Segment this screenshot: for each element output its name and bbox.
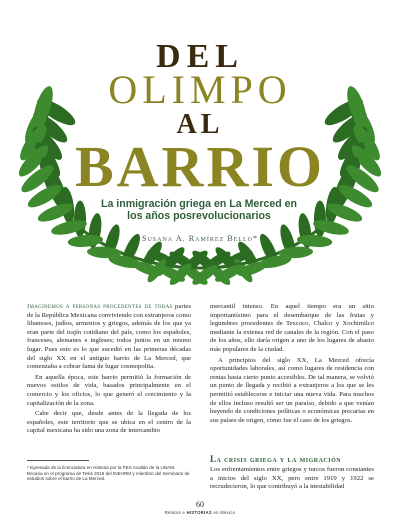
- paragraph-1: Imaginemos a personas procedentes de todas partes de la República Mexicana conviviendo con extranjeros como libaneses, judíos, armenios y griegos, además de los que ya eran parte del trajín cotidiano del país, como los españoles, franceses, alemanes e ingleses; todos juntos en un mismo lugar. Pues esto es lo que sucedió en las primeras décadas del siglo XX en el antiguo barrio de La Merced, que comenzaba a cobrar fama de lugar cosmopolita.: [27, 303, 192, 371]
- title-word-del: DEL: [156, 38, 244, 75]
- section-paragraph: Los enfrentamientos entre griegos y turcos fueron constantes a inicios del siglo XX, pero entre 1919 y 1922 se recrudecieron, lo que contribuyó a la inestabilidad: [210, 466, 374, 491]
- title-word-barrio: BARRIO: [74, 134, 326, 199]
- footnote: * Egresada de la licenciatura en Historia por la FES Acatlán de la UNAM. Becaria en el programa de Tesis 2016 del INEHRM y miembro del Seminario de estudios sobre el barrio de La Merced.: [27, 465, 190, 482]
- body-column-right: [210, 303, 374, 425]
- title-word-al: AL: [176, 109, 224, 140]
- paragraph-4: mercantil intenso. En aquel tiempo era un sitio importantísimo para el desembarque de las frutas y legumbres procedentes de Texcoco, Chalco y Xochimilco mediante la extensa red de canales de la región. Con el paso de los años, ello daría origen a uno de los lugares de abasto más populares de la ciudad.: [210, 303, 374, 353]
- running-footer: Relatos e HISTORIAS en México: [164, 510, 236, 515]
- section-heading: La crisis griega y la migración: [210, 454, 342, 464]
- subtitle: La inmigración griega en La Merced en los años posrevolucionarios: [100, 198, 298, 222]
- title-word-olimpo: OLIMPO: [108, 67, 292, 112]
- paragraph-3: Cabe decir que, desde antes de la llegada de los españoles, este territorio que se ubica en el centro de la capital mexicana ha sido una zona de intercambio: [27, 410, 191, 435]
- paragraph-2: En aquella época, este barrio permitió la formación de nuevos estilos de vida, basados principalmente en el comercio y los oficios, lo que generó el crecimiento y la capitalización de la zona.: [27, 373, 191, 407]
- lead-in: Imaginemos a personas procedentes de todas: [27, 303, 173, 310]
- author-byline: Susana A. Ramírez Bello*: [141, 234, 259, 243]
- paragraph-5: A principios del siglo XX, La Merced ofrecía oportunidades laborales, así como lugares de residencia con rentas hasta cierto punto accesibles. De tal manera, se volvió un punto de llegada y recibió a extranjeros a los que se les permitió establecerse e iniciar una nueva vida. Para muchos de ellos incluso resultó ser un paraíso, debido a que venían huyendo de condiciones políticas o económicas precarias en sus países de origen, como fue el caso de los griegos.: [210, 356, 374, 424]
- page-number: 60: [196, 500, 204, 509]
- magazine-brand: HISTORIAS: [186, 510, 213, 515]
- body-column-left: [27, 303, 191, 436]
- footnote-divider: [27, 460, 89, 461]
